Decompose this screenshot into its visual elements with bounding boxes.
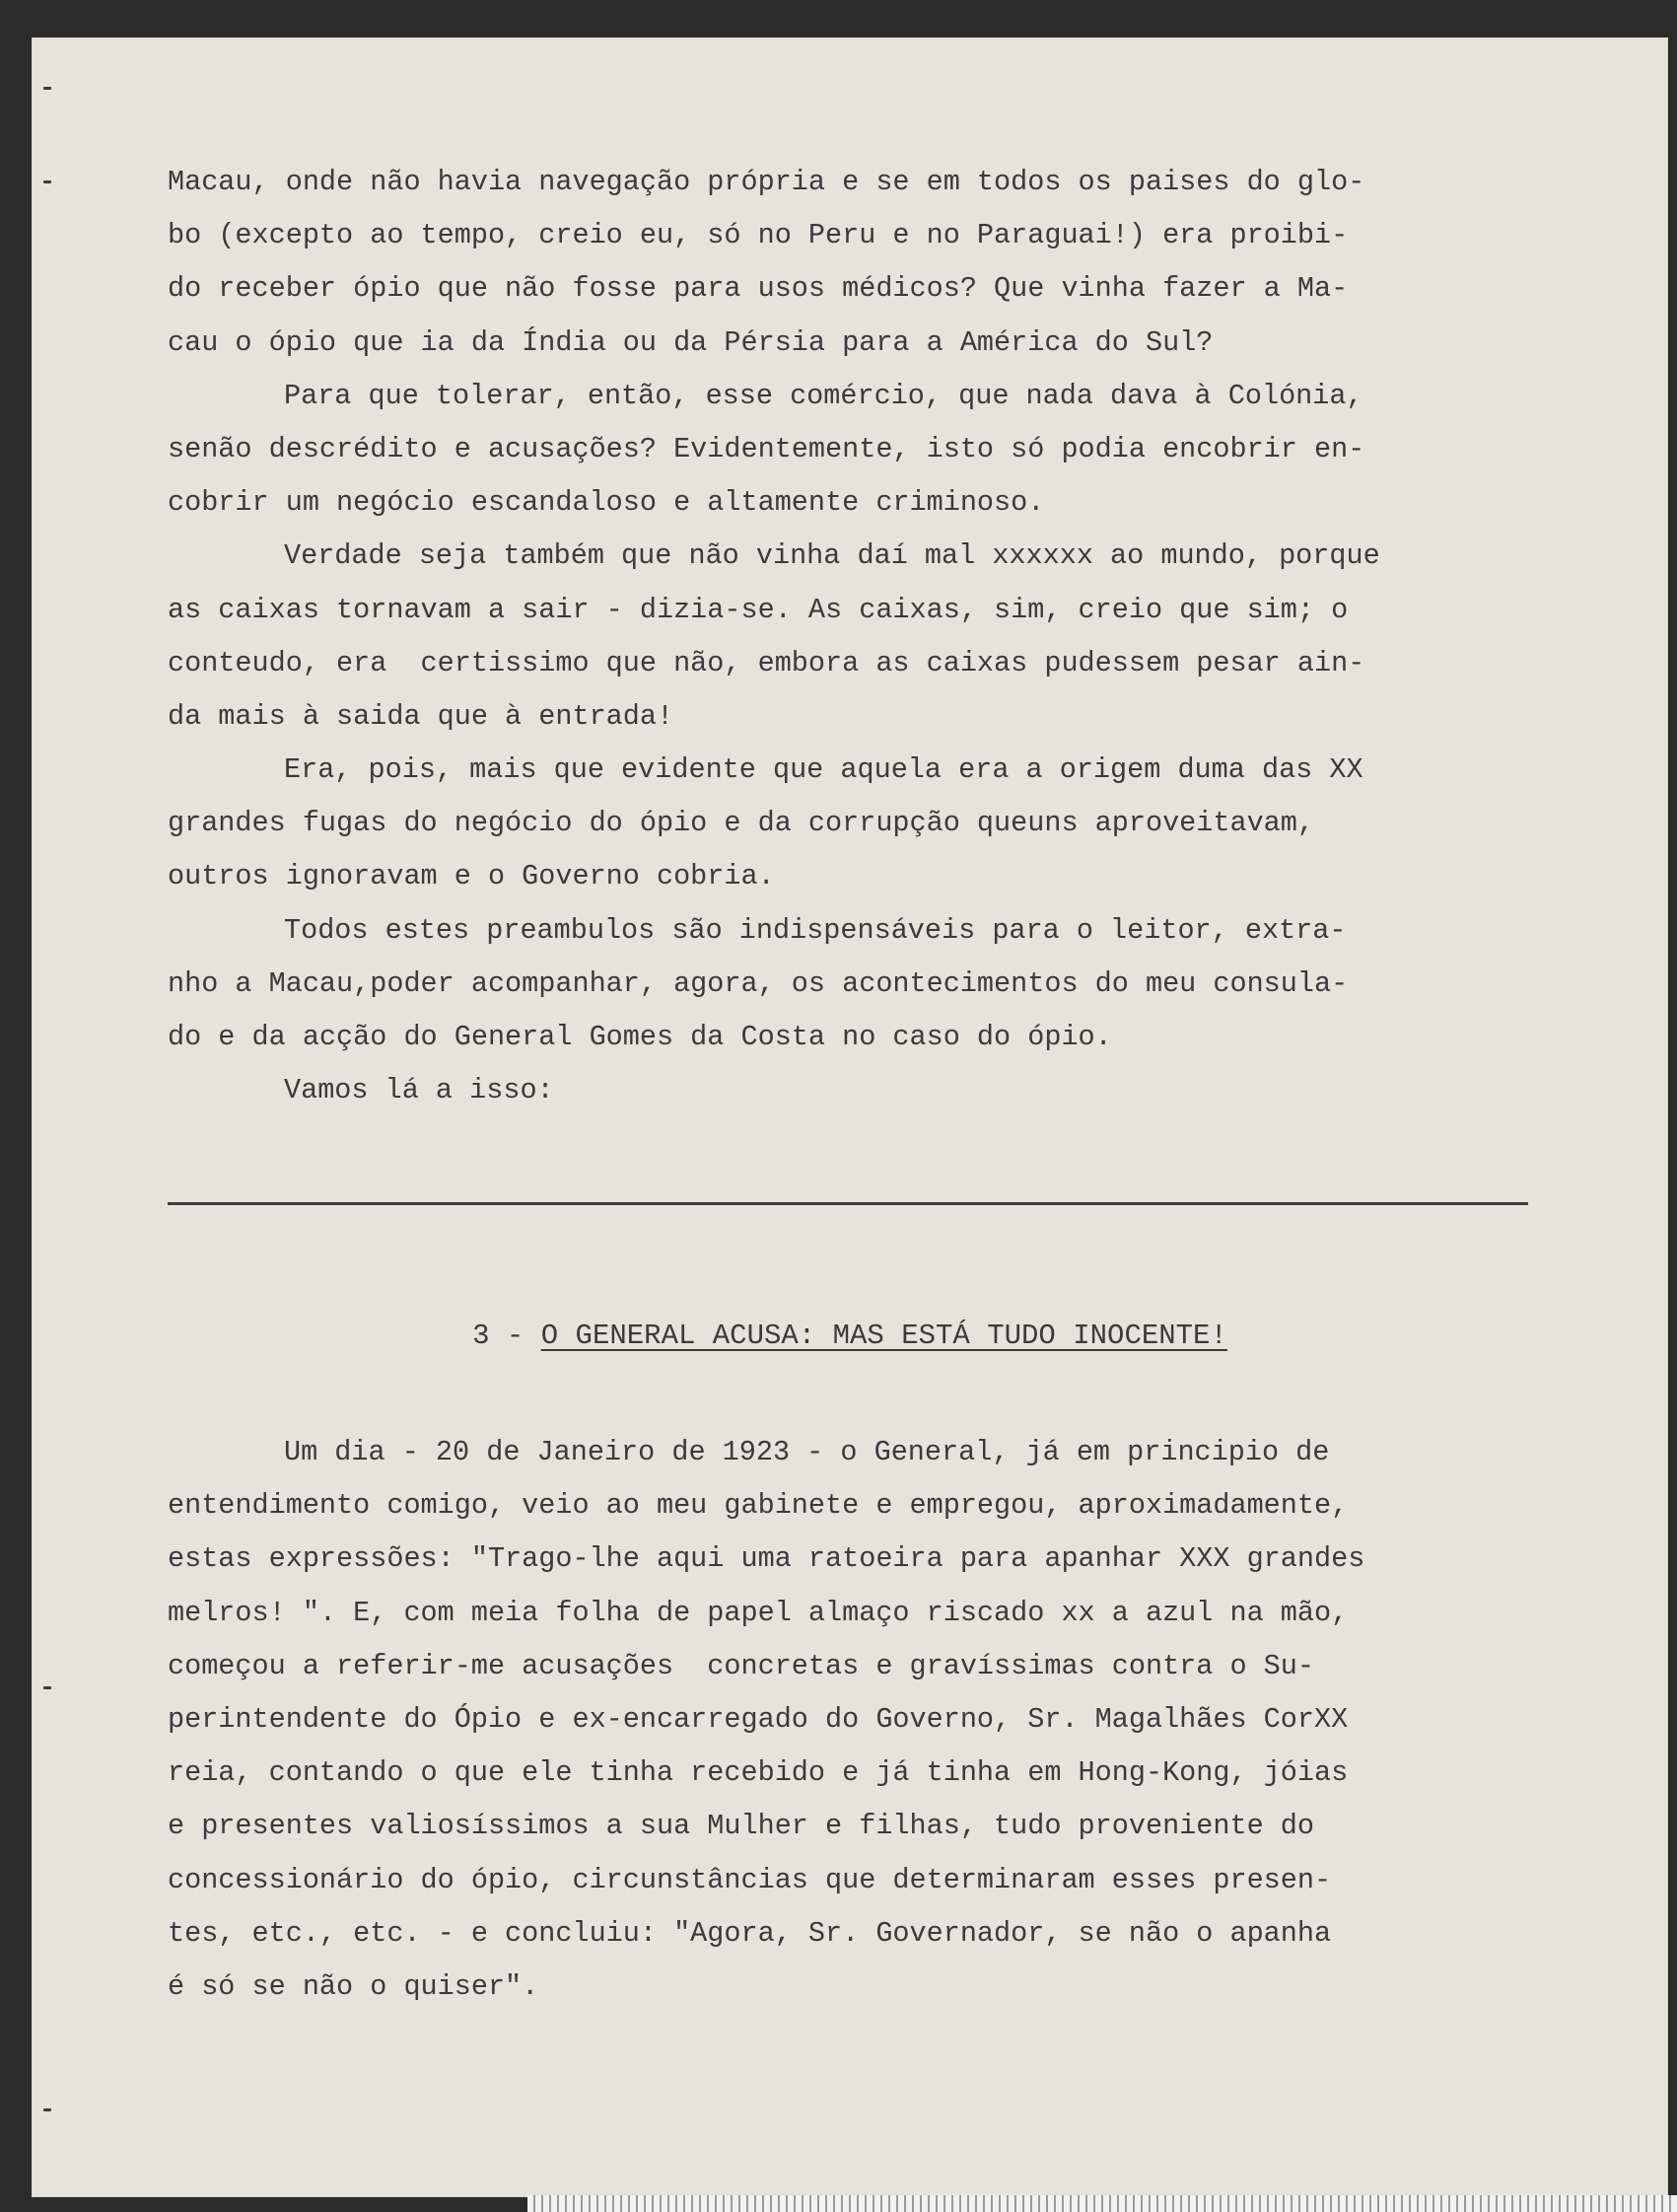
text-line: tes, etc., etc. - e concluiu: "Agora, Sr. Governador, se não o apanha: [168, 1916, 1332, 1950]
text-line: começou a referir-me acusações concretas e gravíssimas contra o Su-: [168, 1649, 1314, 1682]
text-line: reia, contando o que ele tinha recebido e já tinha em Hong-Kong, jóias: [168, 1756, 1349, 1790]
text-line: bo (excepto ao tempo, creio eu, só no Peru e no Paraguai!) era proibi-: [168, 219, 1349, 252]
margin-mark: [43, 180, 51, 183]
text-line: concessionário do ópio, circunstâncias que determinaram esses presen-: [168, 1863, 1332, 1896]
text-line: cobrir um negócio escandaloso e altamente criminoso.: [168, 486, 1045, 520]
text-line: estas expressões: "Trago-lhe aqui uma ratoeira para apanhar XXX grandes: [168, 1542, 1365, 1576]
margin-mark: [43, 1686, 51, 1689]
text-line: entendimento comigo, veio ao meu gabinete e empregou, aproximadamente,: [168, 1489, 1349, 1523]
text-line: Um dia - 20 de Janeiro de 1923 - o General, já em principio de: [284, 1436, 1330, 1468]
margin-mark: [43, 87, 51, 90]
section-heading: [32, 1320, 1668, 1352]
text-line: nho a Macau,poder acompanhar, agora, os acontecimentos do meu consula-: [168, 966, 1349, 1000]
text-line: é só se não o quiser".: [168, 1969, 539, 2003]
text-line: senão descrédito e acusações? Evidentemente, isto só podia encobrir en-: [168, 432, 1365, 465]
section-number: 3 -: [472, 1320, 541, 1352]
text-line: melros! ". E, com meia folha de papel almaço riscado xx a azul na mão,: [168, 1596, 1349, 1629]
section-text: [168, 1426, 1597, 2014]
text-line: cau o ópio que ia da Índia ou da Pérsia para a América do Sul?: [168, 325, 1214, 359]
text-line: Para que tolerar, então, esse comércio, que nada dava à Colónia,: [284, 379, 1363, 412]
text-line: perintendente do Ópio e ex-encarregado do Governo, Sr. Magalhães CorXX: [168, 1702, 1349, 1736]
text-line: as caixas tornavam a sair - dizia-se. As caixas, sim, creio que sim; o: [168, 593, 1349, 626]
text-line: Vamos lá a isso:: [284, 1074, 554, 1107]
scan-ruler: [527, 2195, 1677, 2212]
margin-mark: [43, 2108, 51, 2111]
text-line: Era, pois, mais que evidente que aquela era a origem duma das XX: [284, 753, 1363, 787]
section-divider: [168, 1202, 1528, 1205]
text-line: Verdade seja também que não vinha daí mal xxxxxx ao mundo, porque: [284, 539, 1380, 573]
text-line: grandes fugas do negócio do ópio e da corrupção queuns aproveitavam,: [168, 807, 1314, 840]
text-line: e presentes valiosíssimos a sua Mulher e filhas, tudo proveniente do: [168, 1810, 1314, 1843]
text-line: da mais à saida que à entrada!: [168, 699, 674, 733]
text-line: do e da acção do General Gomes da Costa no caso do ópio.: [168, 1021, 1112, 1053]
text-line: Todos estes preambulos são indispensáveis para o leitor, extra-: [284, 913, 1347, 947]
section-title: O GENERAL ACUSA: MAS ESTÁ TUDO INOCENTE!: [540, 1320, 1227, 1352]
body-text: [168, 156, 1597, 1117]
typewritten-page: [32, 37, 1668, 2197]
text-line: Macau, onde não havia navegação própria e se em todos os paises do glo-: [168, 166, 1365, 198]
text-line: do receber ópio que não fosse para usos médicos? Que vinha fazer a Ma-: [168, 272, 1349, 306]
text-line: conteudo, era certissimo que não, embora as caixas pudessem pesar ain-: [168, 646, 1365, 679]
text-line: outros ignoravam e o Governo cobria.: [168, 860, 775, 893]
